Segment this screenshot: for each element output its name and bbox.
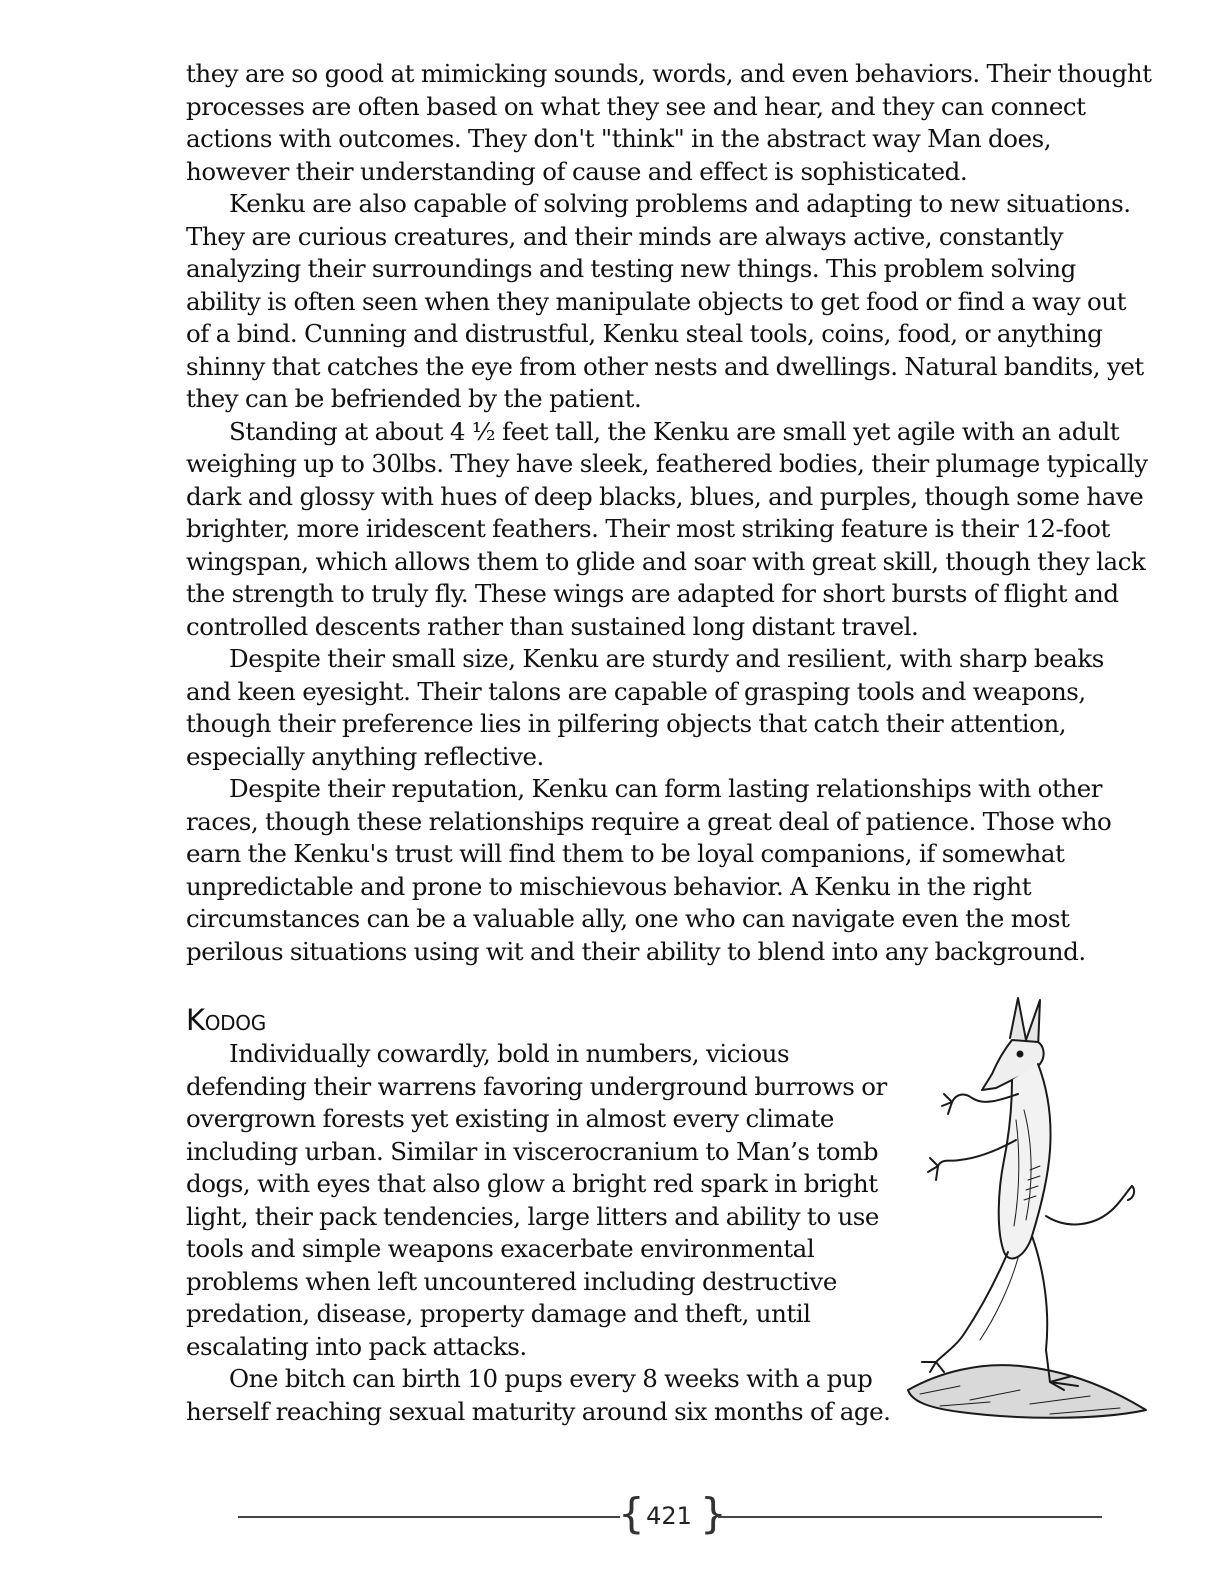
footer-rule-right (718, 1516, 1102, 1518)
paragraph-kodog-description: Individually cowardly, bold in numbers, vicious defending their warrens favoring underground burrows or overgrown forests yet existing in almost every climate including urban. Similar in viscerocranium to Man’s tomb dogs, with eyes that also glow a bright red spark in bright light, their pack tendencies, large litters and ability to use tools and simple weapons exacerbate environmental problems when left uncountered including destructive predation, disease, property damage and theft, until escalating into pack attacks. (186, 1039, 887, 1361)
footer-rule-left (238, 1516, 620, 1518)
paragraph-kenku-intro: they are so good at mimicking sounds, words, and even behaviors. Their thought processes are often based on what they see and hear, and they can connect actions with outcomes. They don't "think" in the abstract way Man does, however their understanding of cause and effect is sophisticated. (186, 59, 1152, 186)
section-heading-kodog: Kodog (186, 1003, 266, 1037)
paragraph-kenku-relationships: Despite their reputation, Kenku can form lasting relationships with other races, though these relationships require a great deal of patience. Those who earn the Kenku's trust will find them to be loyal companions, if somewhat unpredictable and prone to mischievous behavior. A Kenku in the right circumstances can be a valuable ally, one who can navigate even the most perilous situations using wit and their ability to blend into any background. (186, 774, 1112, 966)
paragraph-kodog-breeding: One bitch can birth 10 pups every 8 weeks with a pup herself reaching sexual maturity around six months of age. (186, 1364, 891, 1426)
left-brace-icon: { (618, 1489, 645, 1538)
page-number: 421 (646, 1502, 692, 1530)
paragraph-kenku-physique: Standing at about 4 ½ feet tall, the Kenku are small yet agile with an adult weighing up to 30lbs. They have sleek, feathered bodies, their plumage typically dark and glossy with hues of deep blacks, blues, and purples, though some have brighter, more iridescent feathers. Their most striking feature is their 12-foot wingspan, which allows them to glide and soar with great skill, though they lack the strength to truly fly. These wings are adapted for short bursts of flight and controlled descents rather than sustained long distant travel. (186, 416, 1148, 641)
kodog-text-column (186, 1038, 898, 1428)
right-brace-icon: } (700, 1489, 727, 1538)
page-footer (238, 1489, 1102, 1538)
paragraph-kenku-problem-solving: Kenku are also capable of solving problems and adapting to new situations. They are curious creatures, and their minds are always active, constantly analyzing their surroundings and testing new things. This problem solving ability is often seen when they manipulate objects to get food or find a way out of a bind. Cunning and distrustful, Kenku steal tools, coins, food, or anything shinny that catches the eye from other nests and dwellings. Natural bandits, yet they can be befriended by the patient. (186, 189, 1144, 413)
paragraph-kenku-resilience: Despite their small size, Kenku are sturdy and resilient, with sharp beaks and keen eyesight. Their talons are capable of grasping tools and weapons, though their preference lies in pilfering objects that catch their attention, especially anything reflective. (186, 644, 1104, 771)
kodog-illustration (900, 990, 1152, 1430)
